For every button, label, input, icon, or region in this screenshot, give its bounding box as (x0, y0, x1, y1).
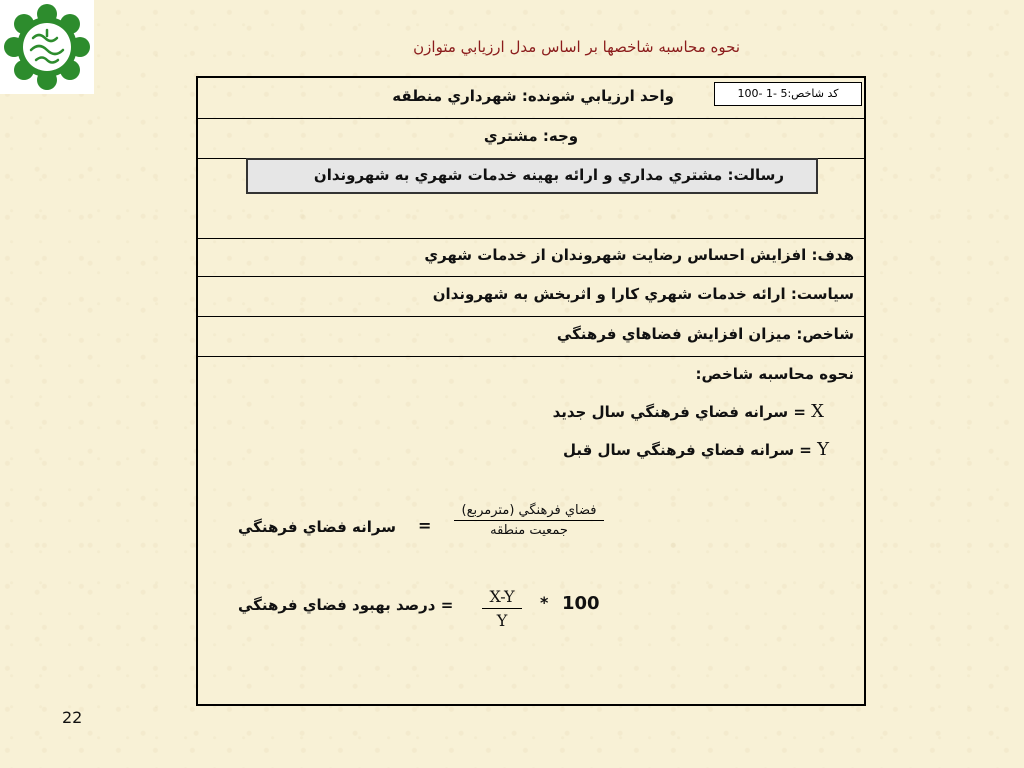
indicator-code: کد شاخص:5 -1 -100 (714, 82, 862, 106)
row-divider (198, 118, 864, 119)
improvement-numerator: X-Y (482, 587, 522, 609)
per-capita-denominator: جمعيت منطقه (490, 523, 568, 538)
goal: هدف: افزايش احساس رضايت شهروندان از خدمات شهري (424, 246, 854, 264)
row-divider (198, 276, 864, 277)
tree-logo-icon (0, 0, 94, 94)
hundred-value: 100 (562, 593, 600, 614)
row-divider (198, 238, 864, 239)
variable-y-label: = سرانه فضاي فرهنگي سال قبل (562, 441, 812, 459)
improvement-fraction (482, 587, 522, 630)
mission-box: رسالت: مشتري مداري و ارائه بهينه خدمات شهري به شهروندان (246, 158, 818, 194)
indicator: شاخص: ميزان افزايش فضاهاي فرهنگي (556, 325, 854, 343)
improvement-denominator: Y (496, 611, 508, 630)
variable-x-line (553, 401, 824, 422)
policy: سياست: ارائه خدمات شهري کارا و اثربخش به شهروندان (432, 285, 854, 303)
per-capita-equals: = (418, 516, 432, 535)
variable-y-symbol: Y (817, 439, 829, 460)
page-title: نحوه محاسبه شاخصها بر اساس مدل ارزيابي متوازن (413, 38, 740, 56)
indicator-form (196, 76, 866, 706)
variable-x-label: = سرانه فضاي فرهنگي سال جديد (552, 403, 806, 421)
variable-y-line (563, 439, 829, 460)
row-divider (198, 316, 864, 317)
times-sign: * (540, 593, 549, 612)
per-capita-numerator: فضاي فرهنگي (مترمربع) (454, 503, 604, 521)
per-capita-fraction (454, 503, 604, 538)
variable-x-symbol: X (811, 401, 824, 422)
page-number: 22 (62, 708, 83, 727)
evaluated-unit: واحد ارزيابي شونده: شهرداري منطقه (392, 87, 674, 105)
municipality-logo (0, 0, 94, 94)
per-capita-label: سرانه فضاي فرهنگي (238, 518, 396, 536)
calculation-heading: نحوه محاسبه شاخص: (695, 365, 854, 383)
improvement-label: = درصد بهبود فضاي فرهنگي (238, 596, 454, 614)
perspective: وجه: مشتري (483, 127, 579, 145)
row-divider (198, 356, 864, 357)
